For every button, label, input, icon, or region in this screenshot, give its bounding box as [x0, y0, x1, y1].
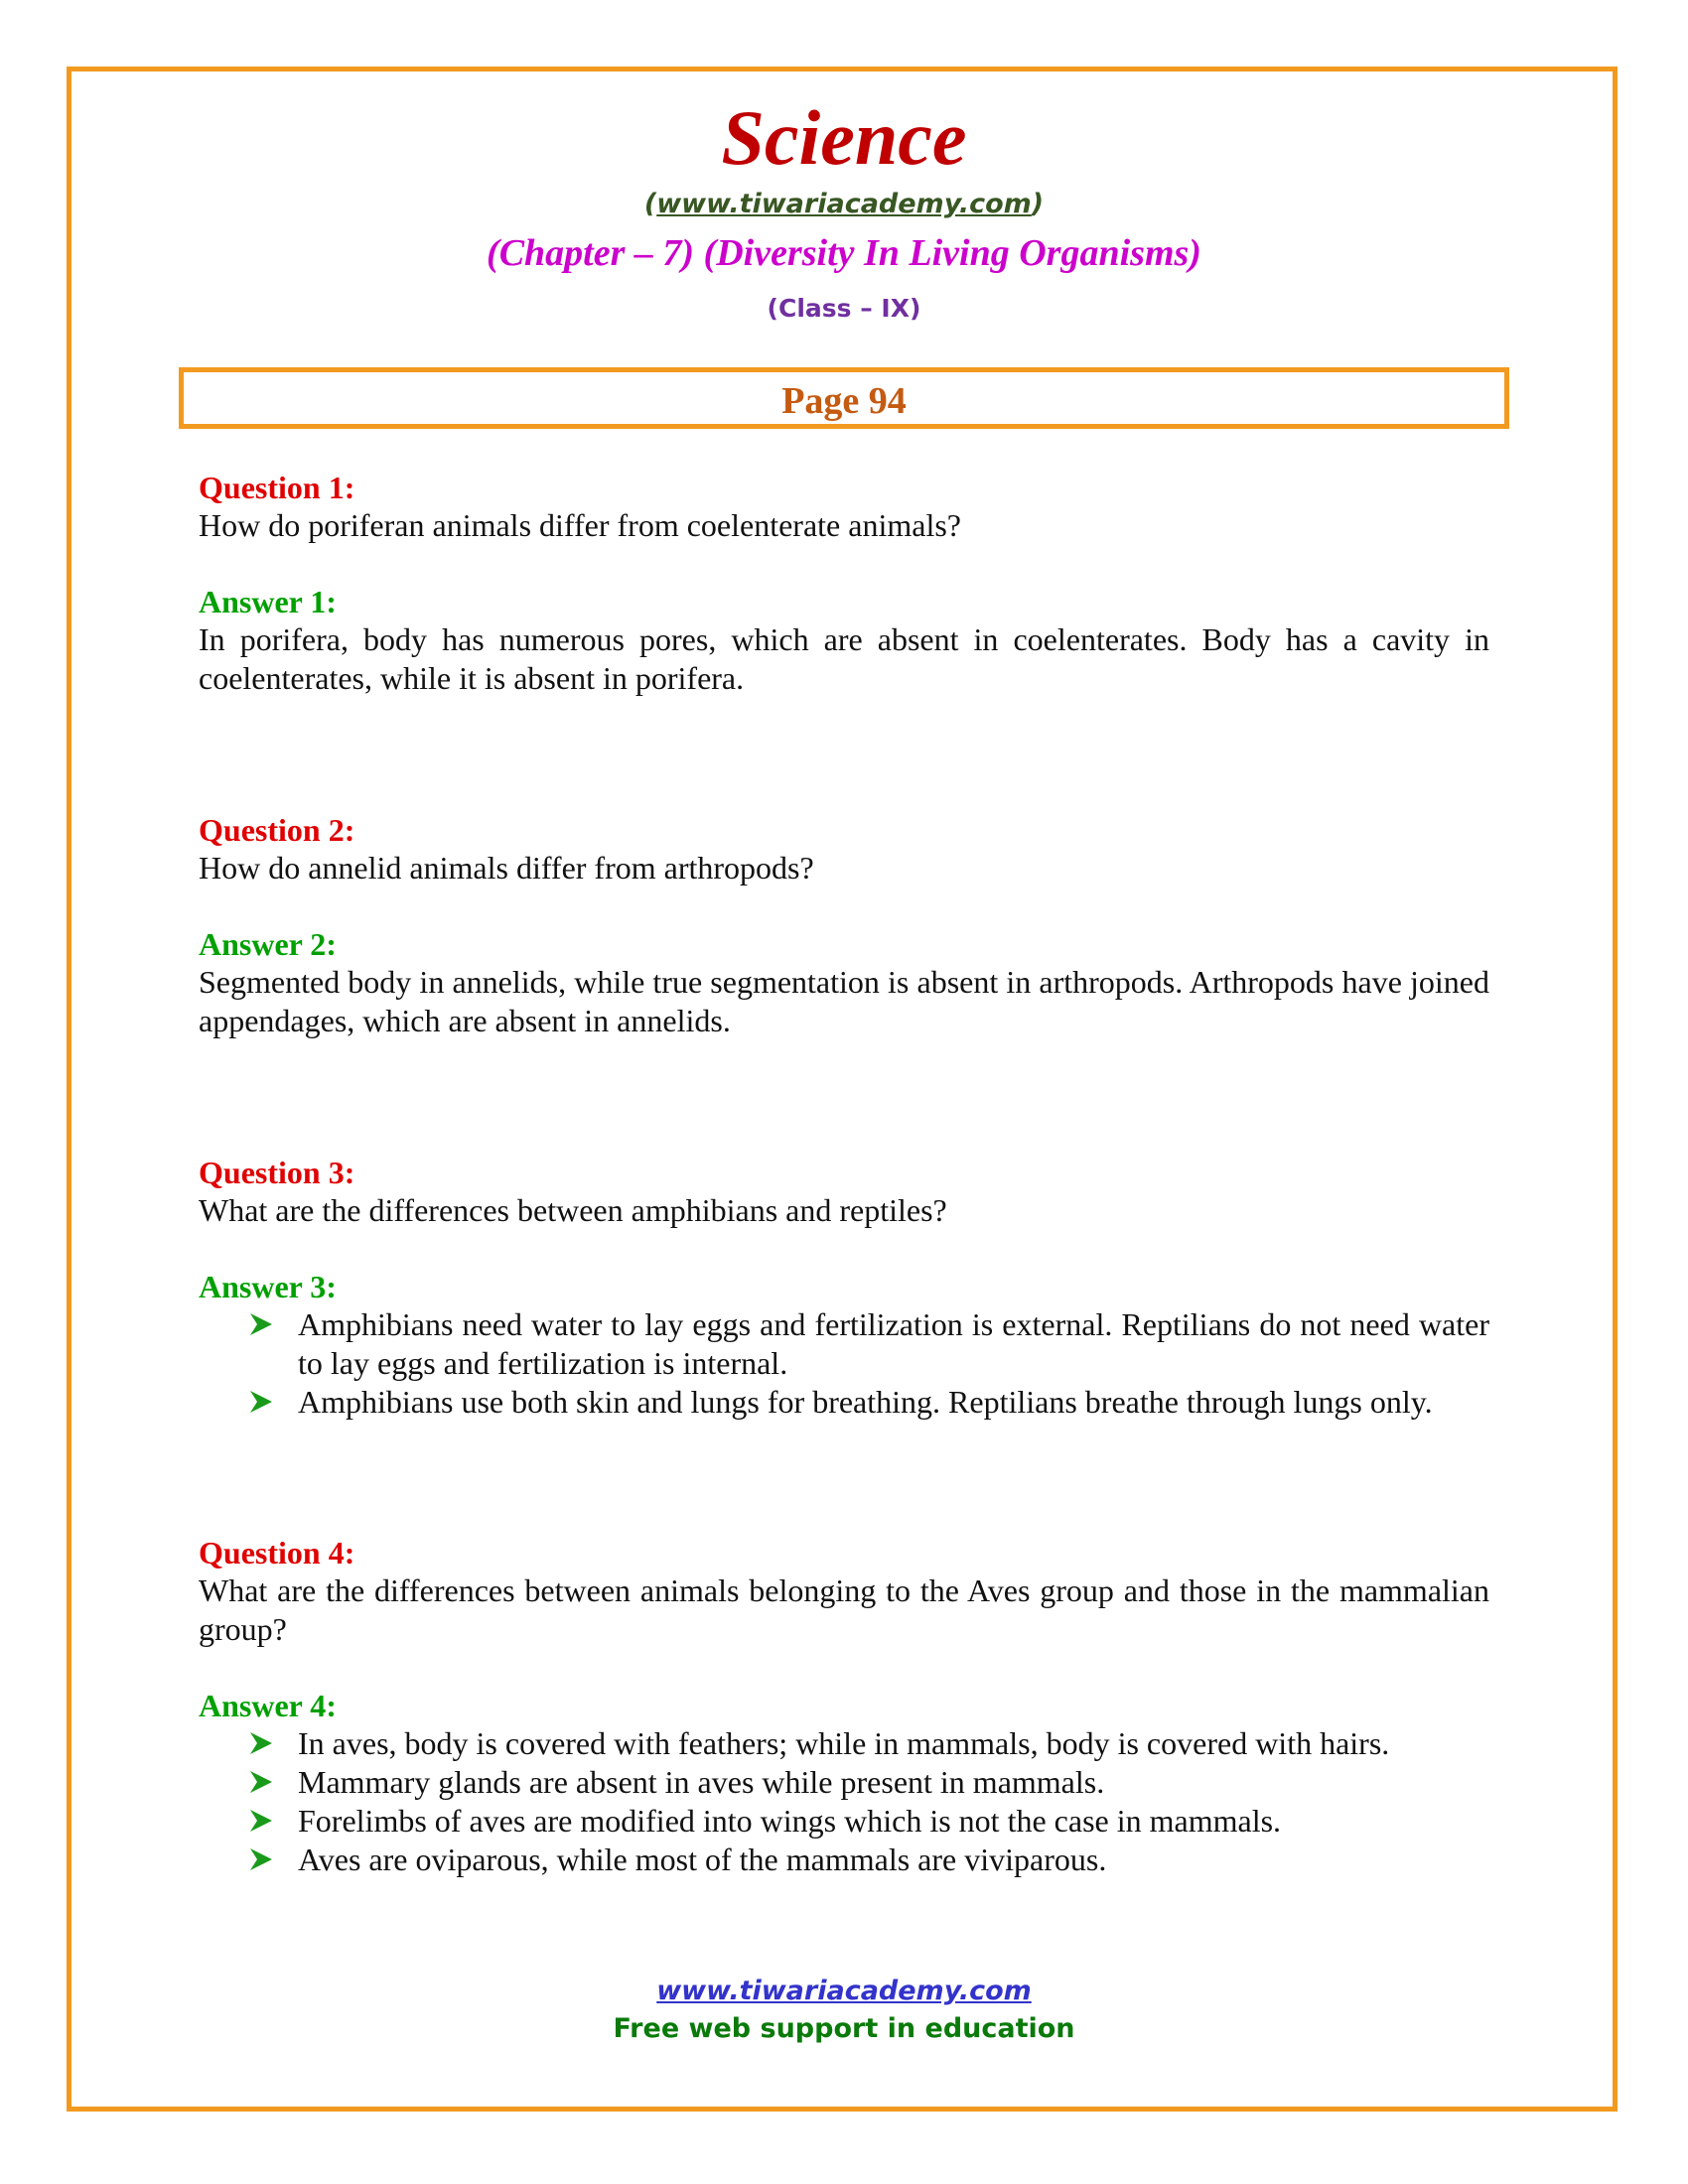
arrow-bullet-icon [248, 1808, 274, 1834]
answer-bullet-list [199, 1305, 1489, 1422]
answer-point-text: Amphibians need water to lay eggs and fertilization is external. Reptilians do not need water to lay eggs and fertilization is internal. [298, 1306, 1489, 1381]
answer-point-text: Amphibians use both skin and lungs for breathing. Reptilians breathe through lungs only. [298, 1384, 1433, 1420]
class-label: (Class – IX) [767, 294, 921, 323]
header-website-link[interactable]: (www.tiwariacademy.com) [643, 189, 1045, 219]
arrow-bullet-icon [248, 1730, 274, 1756]
arrow-bullet-icon [248, 1846, 274, 1872]
list-item [199, 1383, 1489, 1422]
footer-website-link[interactable]: www.tiwariacademy.com [656, 1976, 1032, 2006]
question-label: Question 3: [199, 1155, 355, 1190]
list-item [199, 1305, 1489, 1383]
answer-point-text: Mammary glands are absent in aves while present in mammals. [298, 1764, 1105, 1800]
question-text: How do poriferan animals differ from coelenterate animals? [199, 507, 961, 543]
chapter-heading: (Chapter – 7) (Diversity In Living Organisms) [487, 232, 1201, 274]
question-label: Question 4: [199, 1535, 355, 1570]
arrow-bullet-icon [248, 1311, 274, 1337]
question-text: What are the differences between amphibians and reptiles? [199, 1192, 947, 1228]
answer-point-text: Aves are oviparous, while most of the mammals are viviparous. [298, 1842, 1107, 1877]
question-label: Question 1: [199, 470, 355, 505]
qa-block-2 [199, 811, 1489, 1040]
answer-bullet-list [199, 1724, 1489, 1879]
page-number-label: Page 94 [781, 380, 907, 422]
answer-text: In porifera, body has numerous pores, which are absent in coelenterates. Body has a cavity in coelenterates, while it is absent in porifera. [199, 621, 1489, 696]
page-number-box [179, 367, 1509, 429]
question-text: What are the differences between animals belonging to the Aves group and those in the mammalian group? [199, 1572, 1489, 1647]
list-item [199, 1724, 1489, 1763]
answer-label: Answer 3: [199, 1269, 337, 1304]
answer-label: Answer 1: [199, 584, 337, 619]
footer-tagline: Free web support in education [613, 2013, 1075, 2044]
question-text: How do annelid animals differ from arthropods? [199, 850, 814, 886]
answer-point-text: Forelimbs of aves are modified into wings which is not the case in mammals. [298, 1803, 1282, 1839]
answer-label: Answer 4: [199, 1688, 337, 1723]
arrow-bullet-icon [248, 1389, 274, 1415]
qa-block-1 [199, 469, 1489, 698]
answer-text: Segmented body in annelids, while true segmentation is absent in arthropods. Arthropods have joined appendages, which are absent in annelids. [199, 964, 1489, 1038]
arrow-bullet-icon [248, 1769, 274, 1795]
list-item [199, 1763, 1489, 1802]
qa-block-3 [199, 1154, 1489, 1422]
header-website-text[interactable]: www.tiwariacademy.com [656, 189, 1032, 219]
answer-label: Answer 2: [199, 926, 337, 962]
answer-point-text: In aves, body is covered with feathers; while in mammals, body is covered with hairs. [298, 1725, 1390, 1761]
list-item [199, 1841, 1489, 1879]
page-title: Science [721, 94, 967, 181]
qa-block-4 [199, 1534, 1489, 1879]
list-item [199, 1802, 1489, 1841]
question-label: Question 2: [199, 812, 355, 848]
